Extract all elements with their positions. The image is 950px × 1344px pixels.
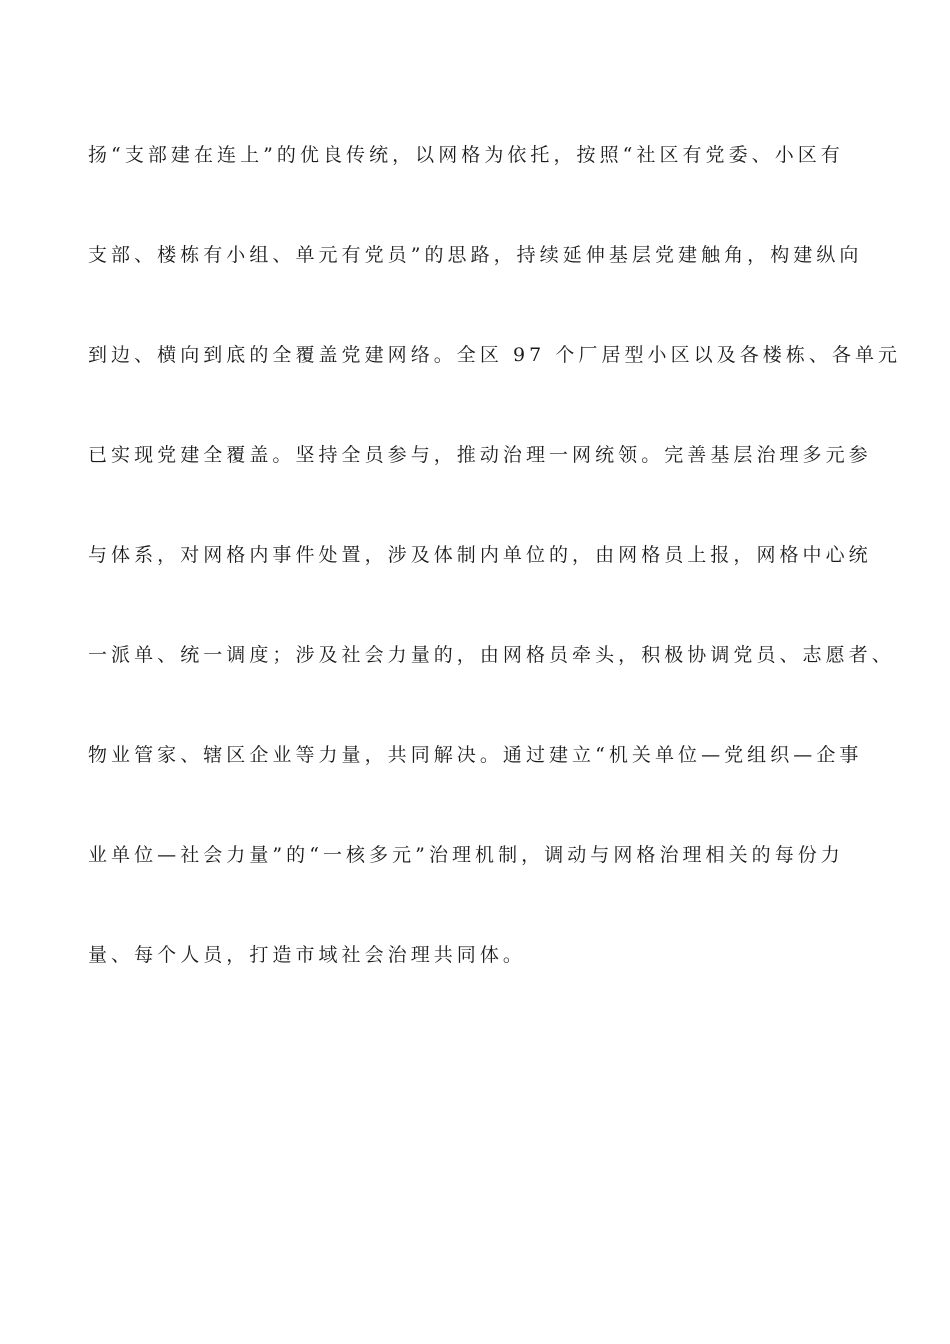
- body-paragraph: [88, 136, 902, 1036]
- text-line-1: 扬“支部建在连上”的优良传统，以网格为依托，按照“社区有党委、小区有: [88, 144, 844, 166]
- text-line-2: 支部、楼栋有小组、单元有党员”的思路，持续延伸基层党建触角，构建纵向: [88, 244, 863, 266]
- text-line-4: 已实现党建全覆盖。坚持全员参与，推动治理一网统领。完善基层治理多元参: [88, 444, 872, 466]
- text-line-8: 业单位—社会力量”的“一核多元”治理机制，调动与网格治理相关的每份力: [88, 844, 844, 866]
- text-line-5: 与体系，对网格内事件处置，涉及体制内单位的，由网格员上报，网格中心统: [88, 544, 872, 566]
- text-line-7: 物业管家、辖区企业等力量，共同解决。通过建立“机关单位—党组织—企事: [88, 744, 863, 766]
- text-line-3: 到边、横向到底的全覆盖党建网络。全区 97 个厂居型小区以及各楼栋、各单元: [88, 344, 902, 366]
- text-line-6: 一派单、统一调度；涉及社会力量的，由网格员牵头，积极协调党员、志愿者、: [88, 644, 895, 666]
- text-line-9: 量、每个人员，打造市域社会治理共同体。: [88, 944, 526, 966]
